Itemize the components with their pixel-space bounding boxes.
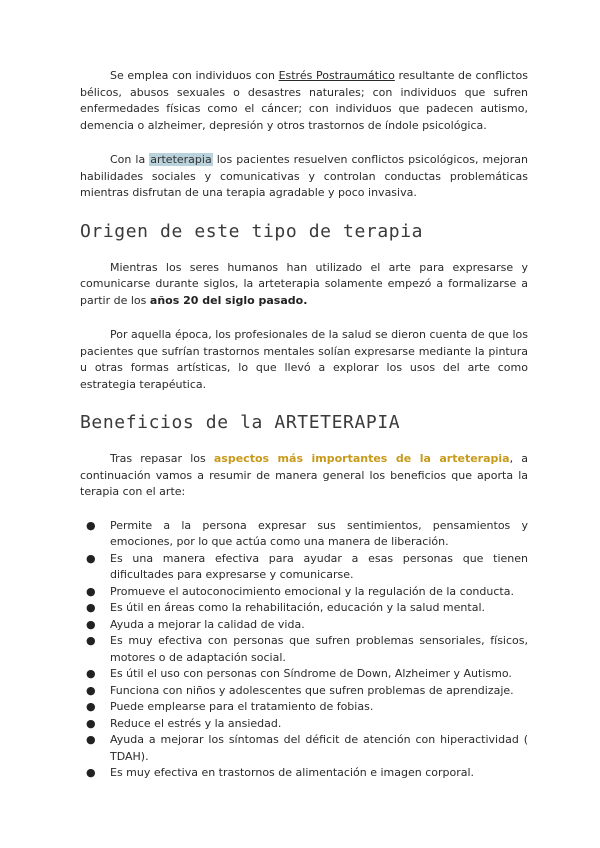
list-item-text: Promueve el autoconocimiento emocional y la regulación de la conducta. xyxy=(110,584,514,598)
heading-origen: Origen de este tipo de terapia xyxy=(80,220,424,242)
bullet-icon: ● xyxy=(86,518,96,532)
bullet-icon: ● xyxy=(86,584,96,598)
benefits-list xyxy=(80,518,528,782)
list-item xyxy=(80,600,528,617)
paragraph-text: Con la xyxy=(110,153,150,166)
paragraph-professionals: Por aquella época, los profesionales de la salud se dieron cuenta de que los pacientes que sufrían trastornos mentales solían expresarse mediante la pintura u otras formas artísticas, lo que llevó a explorar los usos del arte como estrategia terapéutica. xyxy=(80,328,528,391)
bullet-icon: ● xyxy=(86,700,96,713)
list-item-text: Puede emplearse para el tratamiento de fobias. xyxy=(110,700,374,713)
list-item xyxy=(80,518,528,551)
paragraph-text: Se emplea con individuos con xyxy=(110,69,279,82)
list-item-text: Ayuda a mejorar la calidad de vida. xyxy=(110,617,305,631)
list-item-text: Permite a la persona expresar sus sentimientos, pensamientos y emociones, por lo que actúa como una manera de liberación. xyxy=(110,518,528,548)
list-item xyxy=(80,584,528,601)
list-item xyxy=(80,699,528,716)
paragraph-text: Tras repasar los xyxy=(110,452,214,465)
highlighted-term-arteterapia: arteterapia xyxy=(150,153,212,166)
bullet-icon: ● xyxy=(86,766,96,779)
list-item-text: Reduce el estrés y la ansiedad. xyxy=(110,716,282,730)
list-item-text: Es útil en áreas como la rehabilitación, educación y la salud mental. xyxy=(110,601,485,614)
list-item-text: Es una manera efectiva para ayudar a esas personas que tienen dificultades para expresarse y comunicarse. xyxy=(110,551,528,581)
paragraph-origin-history xyxy=(80,260,528,310)
list-item-text: Es muy efectiva con personas que sufren problemas sensoriales, físicos, motores o de adaptación social. xyxy=(110,634,528,664)
paragraph-ptsd-usage xyxy=(80,68,528,134)
heading-beneficios: Beneficios de la ARTETERAPIA xyxy=(80,412,401,433)
paragraph-text: Mientras los seres humanos han utilizado el arte para expresarse y comunicarse durante siglos, la arteterapia solamente empezó a formalizarse a partir de los xyxy=(80,260,528,307)
list-item xyxy=(80,633,528,666)
paragraph-text: resultante de conflictos bélicos, abusos sexuales o desastres naturales; con individuos que sufren enfermedades físicas como el cáncer; con individuos que padecen autismo, demencia o alzheimer, depresión y otros trastornos de índole psicológica. xyxy=(80,69,529,132)
paragraph-benefits-intro xyxy=(80,451,528,501)
link-aspectos-arteterapia[interactable]: aspectos más importantes de la arteterapia xyxy=(213,452,510,465)
list-item xyxy=(80,666,528,683)
list-item xyxy=(80,716,528,733)
list-item-text: Es muy efectiva en trastornos de alimentación e imagen corporal. xyxy=(110,766,475,779)
bullet-icon: ● xyxy=(86,733,96,746)
list-item xyxy=(80,551,528,584)
bullet-icon: ● xyxy=(86,683,96,697)
paragraph-text: , a continuación vamos a resumir de manera general los beneficios que aporta la terapia con el arte: xyxy=(80,452,528,498)
bullet-icon: ● xyxy=(86,634,96,647)
list-item xyxy=(80,617,528,634)
list-item-text: Funciona con niños y adolescentes que sufren problemas de aprendizaje. xyxy=(110,683,514,697)
list-item-text: Ayuda a mejorar los síntomas del déficit de atención con hiperactividad ( TDAH). xyxy=(110,733,528,763)
paragraph-arteterapia-benefits xyxy=(80,152,528,202)
bullet-icon: ● xyxy=(86,617,96,631)
bullet-icon: ● xyxy=(86,601,96,614)
paragraph-text: los pacientes resuelven conflictos psicológicos, mejoran habilidades sociales y comunicativas y controlan conductas problemáticas mientras disfrutan de una terapia agradable y poco invasiva. xyxy=(80,153,528,199)
bold-text-years: años 20 del siglo pasado. xyxy=(149,293,308,307)
link-estres-postraumatico[interactable]: Estrés Postraumático xyxy=(278,69,395,82)
list-item-text: Es útil el uso con personas con Síndrome de Down, Alzheimer y Autismo. xyxy=(110,667,512,680)
bullet-icon: ● xyxy=(86,551,96,565)
list-item xyxy=(80,683,528,700)
bullet-icon: ● xyxy=(86,716,96,730)
list-item xyxy=(80,732,528,765)
bullet-icon: ● xyxy=(86,667,96,680)
list-item xyxy=(80,765,528,782)
